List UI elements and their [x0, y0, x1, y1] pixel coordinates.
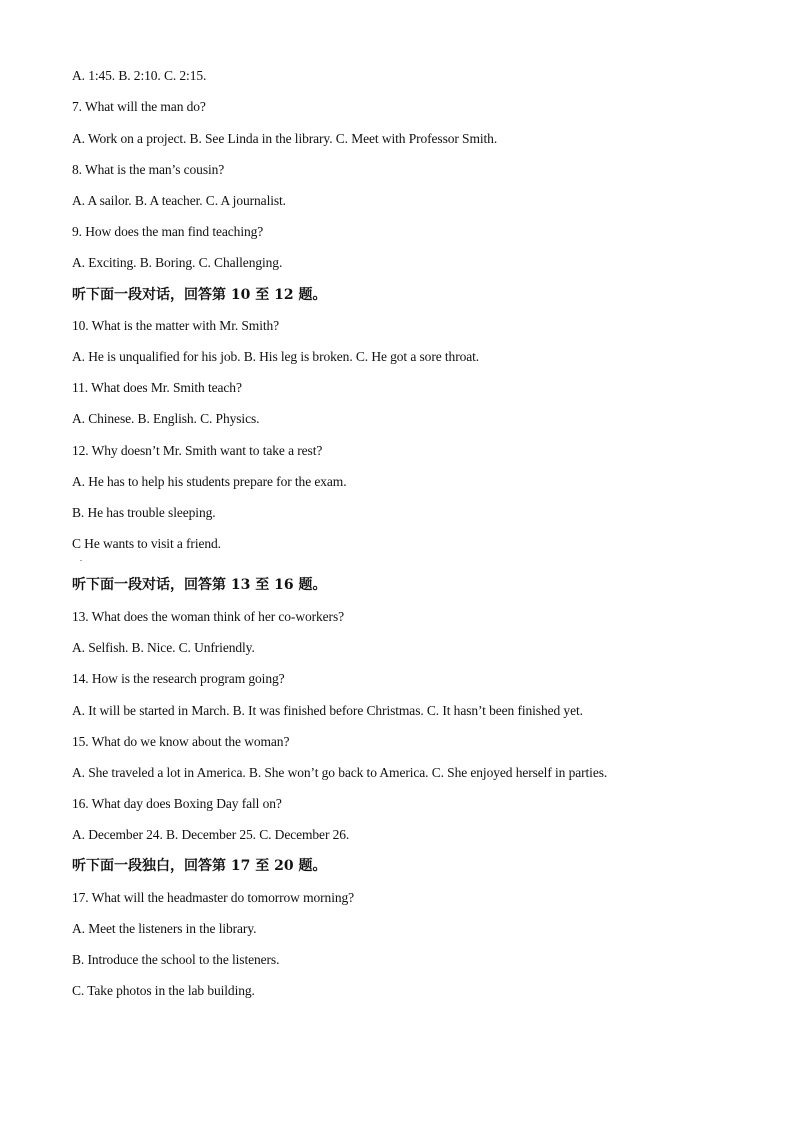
q8-question: 8. What is the man’s cousin?: [72, 162, 225, 177]
q9-question: 9. How does the man find teaching?: [72, 224, 264, 239]
q11-options: A. Chinese. B. English. C. Physics.: [72, 411, 260, 426]
q12-option-c: C He wants to visit a friend.: [72, 536, 221, 551]
q6-options: A. 1:45. B. 2:10. C. 2:15.: [72, 68, 207, 83]
q8-options: A. A sailor. B. A teacher. C. A journalist.: [72, 193, 286, 208]
q15-question: 15. What do we know about the woman?: [72, 734, 290, 749]
q13-question: 13. What does the woman think of her co-workers?: [72, 609, 344, 624]
q16-options: A. December 24. B. December 25. C. December 26.: [72, 827, 350, 842]
section-heading-10-12: 听下面一段对话，回答第 10 至 12 题。: [72, 287, 327, 303]
q17-question: 17. What will the headmaster do tomorrow morning?: [72, 890, 355, 905]
q17-option-a: A. Meet the listeners in the library.: [72, 921, 257, 936]
q17-option-c: C. Take photos in the lab building.: [72, 983, 255, 998]
q12-question: 12. Why doesn’t Mr. Smith want to take a rest?: [72, 443, 323, 458]
q15-options: A. She traveled a lot in America. B. She won’t go back to America. C. She enjoyed herself in parties.: [72, 765, 608, 780]
q16-question: 16. What day does Boxing Day fall on?: [72, 796, 282, 811]
stray-dot-mark: .: [80, 554, 82, 563]
q14-options: A. It will be started in March. B. It was finished before Christmas. C. It hasn’t been finished yet.: [72, 703, 583, 718]
q12-option-a: A. He has to help his students prepare for the exam.: [72, 474, 347, 489]
q17-option-b: B. Introduce the school to the listeners.: [72, 952, 280, 967]
section-heading-17-20: 听下面一段独白，回答第 17 至 20 题。: [72, 858, 327, 874]
q12-option-b: B. He has trouble sleeping.: [72, 505, 216, 520]
q14-question: 14. How is the research program going?: [72, 671, 285, 686]
section-heading-13-16: 听下面一段对话，回答第 13 至 16 题。: [72, 577, 327, 593]
q9-options: A. Exciting. B. Boring. C. Challenging.: [72, 255, 283, 270]
q13-options: A. Selfish. B. Nice. C. Unfriendly.: [72, 640, 255, 655]
q10-options: A. He is unqualified for his job. B. His leg is broken. C. He got a sore throat.: [72, 349, 480, 364]
q7-options: A. Work on a project. B. See Linda in the library. C. Meet with Professor Smith.: [72, 131, 498, 146]
q10-question: 10. What is the matter with Mr. Smith?: [72, 318, 280, 333]
q11-question: 11. What does Mr. Smith teach?: [72, 380, 242, 395]
q7-question: 7. What will the man do?: [72, 99, 206, 114]
